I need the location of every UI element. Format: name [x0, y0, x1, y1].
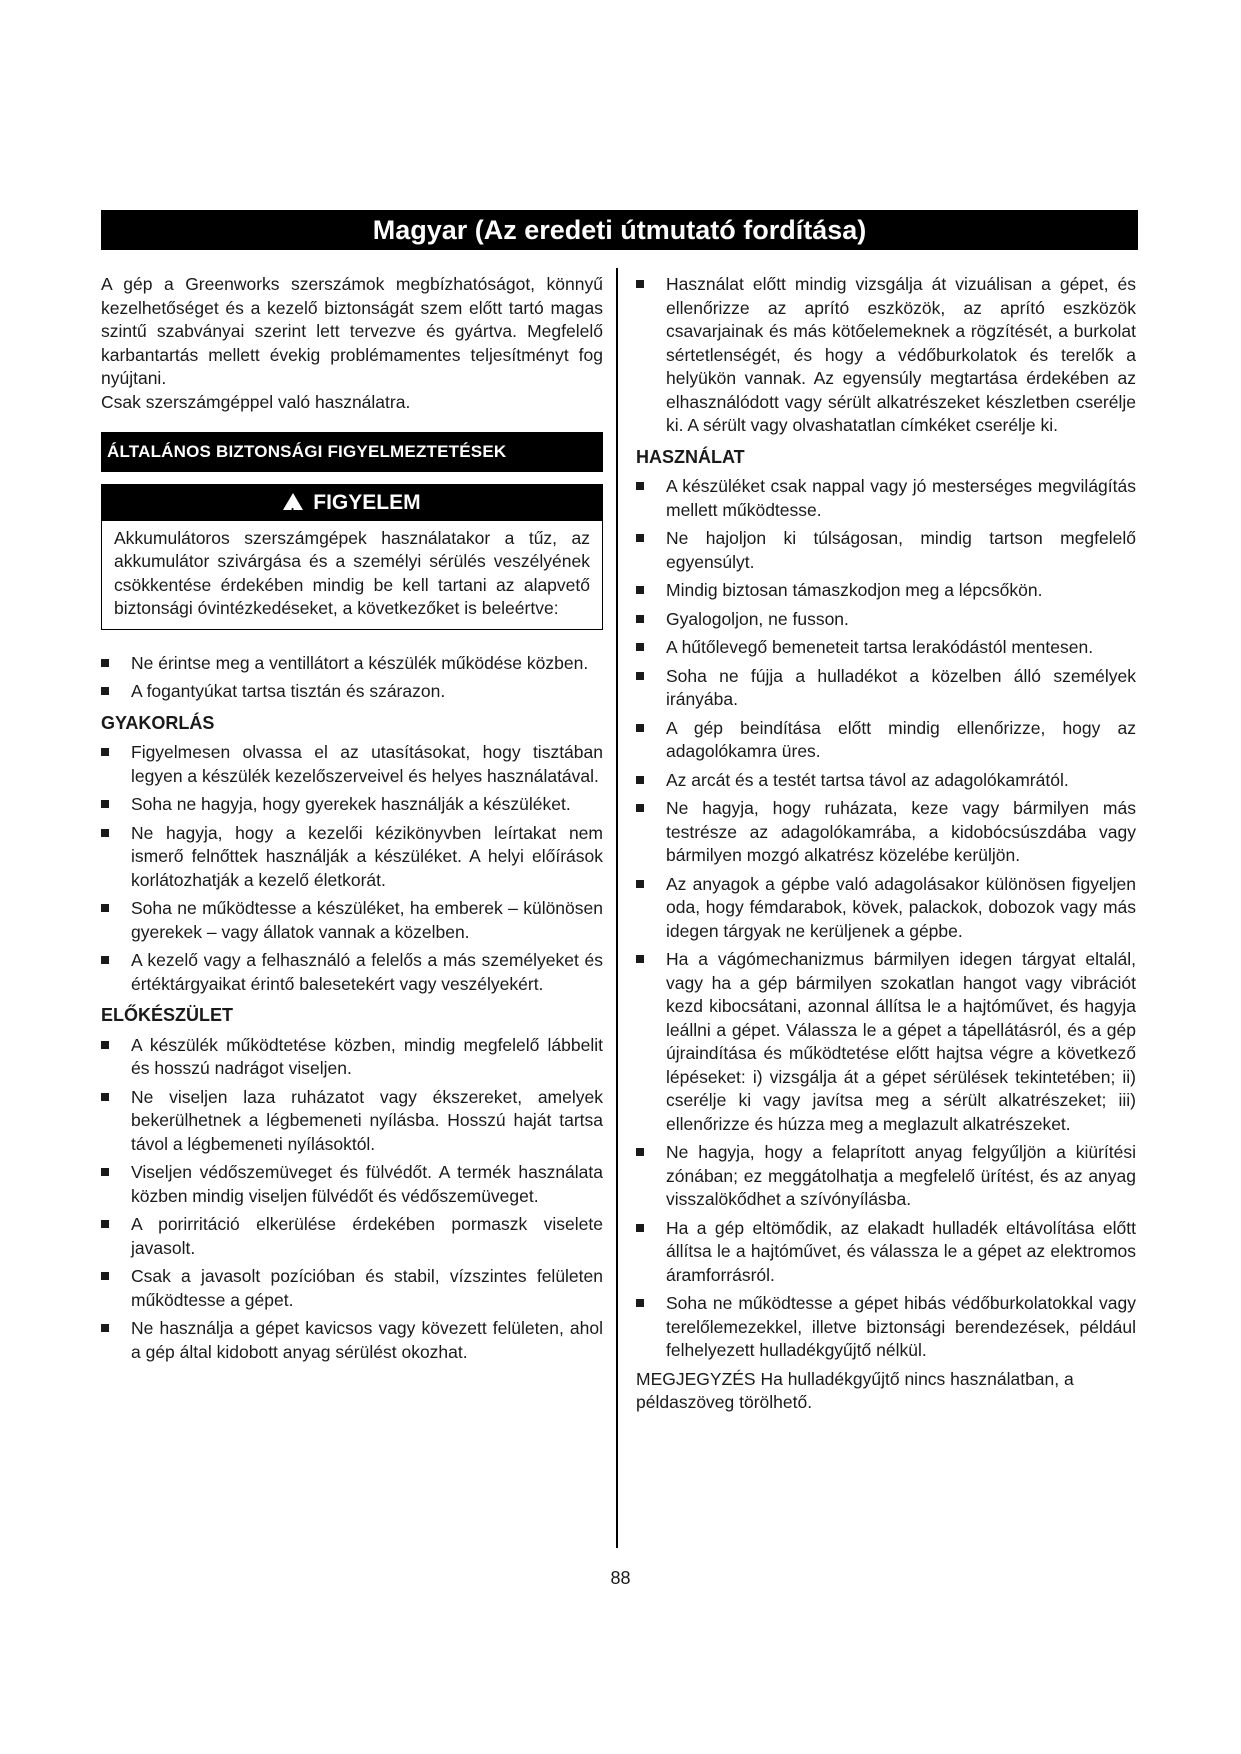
list-item: A porirritáció elkerülése érdekében pormaszk viselete javasolt. — [101, 1213, 603, 1260]
bullet-icon — [101, 1041, 109, 1049]
bullet-icon — [636, 955, 644, 963]
intro-usage-note: Csak szerszámgéppel való használatra. — [101, 391, 411, 412]
usage-list — [636, 475, 1136, 1363]
left-column — [101, 273, 603, 1369]
warning-body — [102, 521, 602, 629]
list-item: A készülék működtetése közben, mindig megfelelő lábbelit és hosszú nadrágot viseljen. — [101, 1034, 603, 1081]
list-item: Ha a gép eltömődik, az elakadt hulladék eltávolítása előtt állítsa le a hajtóművet, és válassza le a gépet az elektromos áramforrásról. — [636, 1217, 1136, 1288]
bullet-icon — [101, 1324, 109, 1332]
usage-heading: HASZNÁLAT — [636, 446, 745, 467]
bullet-icon — [636, 643, 644, 651]
bullet-icon — [636, 586, 644, 594]
list-item: Ha a vágómechanizmus bármilyen idegen tárgyat eltalál, vagy ha a gép bármilyen szokatlan hangot vagy vibrációt kezd kibocsátani, azonnal állítsa le a hajtóművet, és hagyja leállni a gépet. Válassza le a gépet a tápellátásról, és a gép újraindítása és működtetése előtt hajtsa végre a következő lépéseket: i) vizsgálja át a gépet sérülések tekintetében; ii) cserélje ki vagy javítsa meg a sérült alkatrészeket; iii) ellenőrizze és húzza meg a meglazult alkatrészeket. — [636, 948, 1136, 1136]
list-item: Az arcát és a testét tartsa távol az adagolókamrától. — [636, 769, 1136, 793]
note-text: MEGJEGYZÉS Ha hulladékgyűjtő nincs használatban, a példaszöveg törölhető. — [636, 1368, 1074, 1412]
bullet-icon — [636, 1148, 644, 1156]
preparation-list — [101, 1034, 603, 1365]
bullet-icon — [101, 687, 109, 695]
bullet-icon — [636, 672, 644, 680]
list-item: Gyalogoljon, ne fusson. — [636, 608, 1136, 632]
warning-header — [102, 485, 602, 521]
bullet-icon — [101, 904, 109, 912]
right-column — [636, 273, 1136, 1415]
practice-list — [101, 741, 603, 996]
general-safety-heading: ÁLTALÁNOS BIZTONSÁGI FIGYELMEZTETÉSEK — [101, 432, 603, 472]
list-item: Ne hagyja, hogy a felaprított anyag felgyűljön a kiürítési zónában; ez meggátolhatja a megfelelő ürítést, és az anyag visszalökődhet a szívónyílásba. — [636, 1141, 1136, 1212]
bullet-icon — [636, 280, 644, 288]
list-item: Soha ne működtesse a gépet hibás védőburkolatokkal vagy terelőlemezekkel, illetve biztonsági berendezések, például felhelyezett hulladékgyűjtő nélkül. — [636, 1292, 1136, 1363]
page-title: Magyar (Az eredeti útmutató fordítása) — [101, 210, 1138, 250]
list-item: Viseljen védőszemüveget és fülvédőt. A termék használata közben mindig viseljen fülvédőt és védőszemüveget. — [101, 1161, 603, 1208]
preparation-heading: ELŐKÉSZÜLET — [101, 1005, 234, 1025]
bullet-icon — [101, 1272, 109, 1280]
bullet-icon — [636, 1299, 644, 1307]
list-item: Az anyagok a gépbe való adagolásakor különösen figyeljen oda, hogy fémdarabok, kövek, palackok, dobozok vagy más idegen tárgyak ne kerüljenek a gépbe. — [636, 873, 1136, 944]
list-item: Figyelmesen olvassa el az utasításokat, hogy tisztában legyen a készülék kezelőszerveivel és helyes használatával. — [101, 741, 603, 788]
bullet-icon — [101, 956, 109, 964]
bullet-icon — [636, 534, 644, 542]
column-divider — [616, 268, 618, 1548]
bullet-icon — [101, 829, 109, 837]
bullet-icon — [636, 724, 644, 732]
bullet-icon — [101, 1168, 109, 1176]
list-item: Ne hagyja, hogy ruházata, keze vagy bármilyen más testrésze az adagolókamrába, a kidobócsúszdába vagy bármilyen mozgó alkatrész közelébe kerüljön. — [636, 797, 1136, 868]
list-item: Csak a javasolt pozícióban és stabil, vízszintes felületen működtesse a gépet. — [101, 1265, 603, 1312]
bullet-icon — [101, 748, 109, 756]
intro-section — [101, 273, 603, 414]
bullet-icon — [636, 804, 644, 812]
list-item: Használat előtt mindig vizsgálja át vizuálisan a gépet, és ellenőrizze az aprító eszközök, az aprító eszközök csavarjainak és más kötőelemeknek a rögzítését, a burkolat sértetlenségét, és hogy a védőburkolatok és terelők a helyükön vannak. Az egyensúly megtartása érdekében az elhasználódott vagy sérült alkatrészeket készletben cserélje ki. A sérült vagy olvashatatlan címkéket cserélje ki. — [636, 273, 1136, 438]
bullet-icon — [636, 880, 644, 888]
list-item: Ne hagyja, hogy a kezelői kézikönyvben leírtakat nem ismerő felnőttek használják a készüléket. A helyi előírások korlátozhatják a kezelő életkorát. — [101, 822, 603, 893]
list-item: Ne használja a gépet kavicsos vagy kövezett felületen, ahol a gép által kidobott anyag sérülést okozhat. — [101, 1317, 603, 1364]
bullet-icon — [101, 1093, 109, 1101]
list-item: Mindig biztosan támaszkodjon meg a lépcsőkön. — [636, 579, 1136, 603]
list-item: A hűtőlevegő bemeneteit tartsa lerakódástól mentesen. — [636, 636, 1136, 660]
warning-box — [101, 484, 603, 630]
list-item: Ne hajoljon ki túlságosan, mindig tartson megfelelő egyensúlyt. — [636, 527, 1136, 574]
list-item: Ne viseljen laza ruházatot vagy ékszereket, amelyek bekerülhetnek a légbemeneti nyílásba. Hosszú haját tartsa távol a légbemeneti nyílásoktól. — [101, 1086, 603, 1157]
list-item: Ne érintse meg a ventillátort a készülék működése közben. — [101, 652, 603, 676]
warning-title: FIGYELEM — [313, 490, 421, 514]
intro-paragraph: A gép a Greenworks szerszámok megbízhatóságot, könnyű kezelhetőséget és a kezelő biztonságát szem előtt tartó magas szintű szabványai szerint lett tervezve és gyártva. Megfelelő karbantartás mellett évekig problémamentes teljesítményt fog nyújtani. — [101, 274, 603, 388]
bullet-icon — [101, 800, 109, 808]
bullet-icon — [636, 1224, 644, 1232]
bullet-icon — [636, 615, 644, 623]
list-item: Soha ne működtesse a készüléket, ha emberek – különösen gyerekek – vagy állatok vannak a közelben. — [101, 897, 603, 944]
practice-heading: GYAKORLÁS — [101, 712, 215, 733]
bullet-icon — [636, 482, 644, 490]
inspection-list — [636, 273, 1136, 438]
list-item: A gép beindítása előtt mindig ellenőrizze, hogy az adagolókamra üres. — [636, 717, 1136, 764]
general-items-list — [101, 652, 603, 704]
list-item: A fogantyúkat tartsa tisztán és szárazon. — [101, 680, 603, 704]
bullet-icon — [636, 776, 644, 784]
list-item: Soha ne hagyja, hogy gyerekek használják a készüléket. — [101, 793, 603, 817]
page-number: 88 — [610, 1568, 631, 1588]
list-item: A készüléket csak nappal vagy jó mesterséges megvilágítás mellett működtesse. — [636, 475, 1136, 522]
warning-text: Akkumulátoros szerszámgépek használatakor a tűz, az akkumulátor szivárgása és a személyi sérülés veszélyének csökkentése érdekében mindig be kell tartani az alapvető biztonsági óvintézkedéseket, a következőket is beleértve: — [114, 527, 590, 618]
list-item: A kezelő vagy a felhasználó a felelős a más személyeket és értéktárgyaikat érintő balesetekért vagy veszélyekért. — [101, 949, 603, 996]
warning-triangle-icon — [283, 493, 303, 510]
bullet-icon — [101, 1220, 109, 1228]
bullet-icon — [101, 659, 109, 667]
list-item: Soha ne fújja a hulladékot a közelben álló személyek irányába. — [636, 665, 1136, 712]
